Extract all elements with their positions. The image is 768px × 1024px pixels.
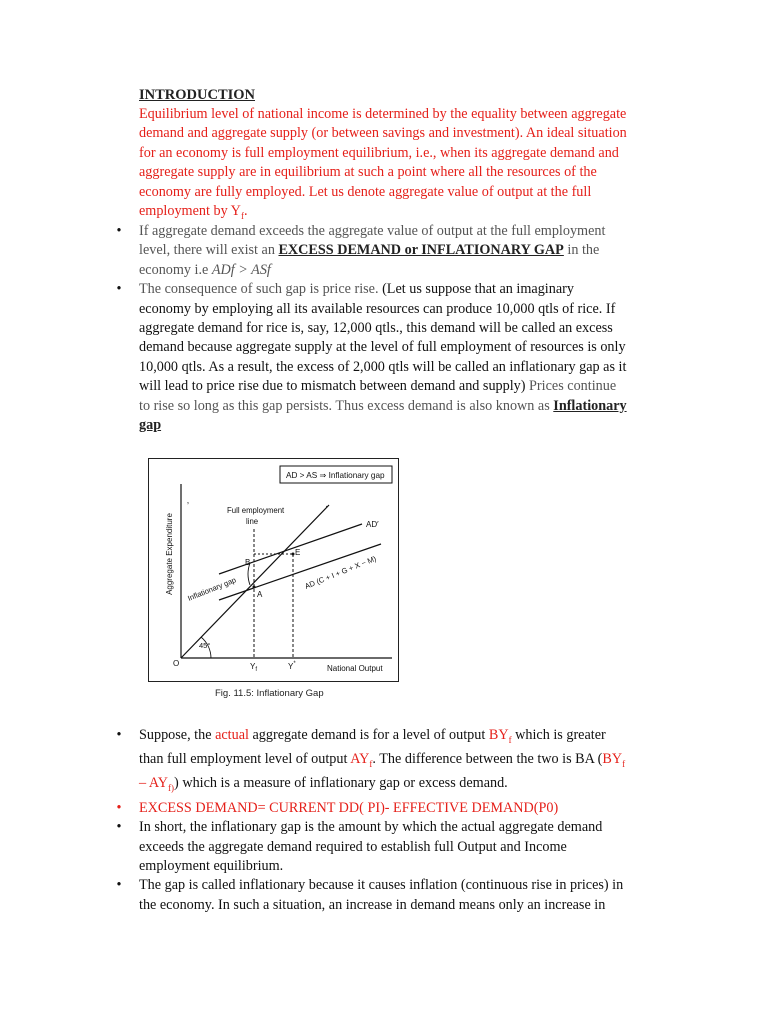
bullet-excess-demand-formula: • EXCESS DEMAND= CURRENT DD( PI)- EFFECTIVE DEMAND(P0) [112, 799, 682, 818]
inflationary-gap-figure [148, 458, 399, 682]
full-emp-label-2: line [246, 517, 259, 526]
bullet-glyph: • [116, 799, 122, 816]
bullet-glyph: • [116, 281, 122, 298]
origin-label: O [173, 659, 180, 668]
point-e [292, 553, 295, 556]
bullet-glyph: • [116, 727, 122, 743]
bullet-list-bottom [112, 726, 682, 915]
bullet-glyph: • [116, 819, 122, 836]
point-b-label: B [245, 558, 251, 567]
intro-line: demand and aggregate supply (or between savings and investment). An ideal situation [139, 125, 627, 142]
full-emp-label: Full employment [227, 506, 285, 515]
point-a-label: A [257, 590, 263, 599]
stray-mark: ʼ [187, 501, 189, 511]
inflationary-gap-label: Inflationary gap [186, 575, 238, 603]
ad-prime-label: AD′ [366, 520, 379, 529]
inflationary-gap-term: EXCESS DEMAND or INFLATIONARY GAP [278, 242, 564, 259]
intro-line: employment by $Y_f$. [139, 203, 248, 221]
tick-ystar: Y* [288, 661, 296, 671]
x-axis-label: National Output [327, 664, 383, 673]
bullet-excess-demand: • If aggregate demand exceeds the aggregate value of output at the full employment level, there will exist an EXCESS DEMAND or INFLATIONARY GAP in the economy i.e ADf > ASf [112, 222, 682, 280]
formula: ADf > ASf [211, 261, 271, 278]
figure-caption: Fig. 11.5: Inflationary Gap [215, 688, 324, 699]
intro-line: aggregate supply are in equilibrium at such a point where all the resources of the [139, 164, 597, 181]
bullet-in-short: • In short, the inflationary gap is the amount by which the actual aggregate demand exceeds the aggregate demand required to establish full Output and Income employment equilibrium. [112, 818, 682, 876]
bullet-gap-called: • The gap is called inflationary because it causes inflation (continuous rise in prices) in the economy. In such a situation, an increase in demand means only an increase in [112, 876, 682, 915]
bullet-price-rise: • The consequence of such gap is price rise. (Let us suppose that an imaginary economy by employing all its available resources can produce 10,000 qtls of rice. If aggregate demand for rice is, say, 12,000 qtls., this demand will be called an excess demand because aggregate supply at the level of full employment of resources is only 10,000 qtls. As a result, the excess of 2,000 qtls will be called an inflationary gap as it will lead to price rise due to mismatch between demand and supply) Prices continue to rise so long as this gap persists. Thus excess demand is also known as Inflationary gap [112, 280, 682, 435]
intro-paragraph [139, 105, 679, 226]
y-axis-label: Aggregate Expenditure [165, 513, 174, 595]
intro-line: economy are fully employed. Let us denote aggregate value of output at the full [139, 183, 592, 200]
angle-label: 45° [199, 641, 211, 650]
point-a [253, 586, 256, 589]
point-e-label: E [295, 548, 301, 557]
intro-line: for an economy is full employment equilibrium, i.e., when its aggregate demand and [139, 144, 619, 161]
bullet-list-top [112, 222, 682, 435]
bullet-glyph: • [116, 877, 122, 894]
bullet-glyph: • [116, 223, 122, 239]
legend-text: AD > AS ⇒ Inflationary gap [286, 471, 385, 480]
section-heading: INTRODUCTION [139, 87, 256, 103]
bullet-actual-demand: • Suppose, the actual aggregate demand is for a level of output $BY_f$ which is greater than full employment level of output $AY_f$. The difference between the two is BA ($BY_f$ – $AY_{f)}$) which is a measure of inflationary gap or excess demand. [112, 726, 682, 799]
intro-line: Equilibrium level of national income is determined by the equality between aggregate [139, 106, 627, 122]
figure-svg [149, 459, 398, 681]
ad-label: AD (C + I + G + X − M) [303, 553, 378, 591]
tick-yf: $Y_f$ [250, 662, 258, 673]
stray-dot: · [325, 501, 329, 512]
